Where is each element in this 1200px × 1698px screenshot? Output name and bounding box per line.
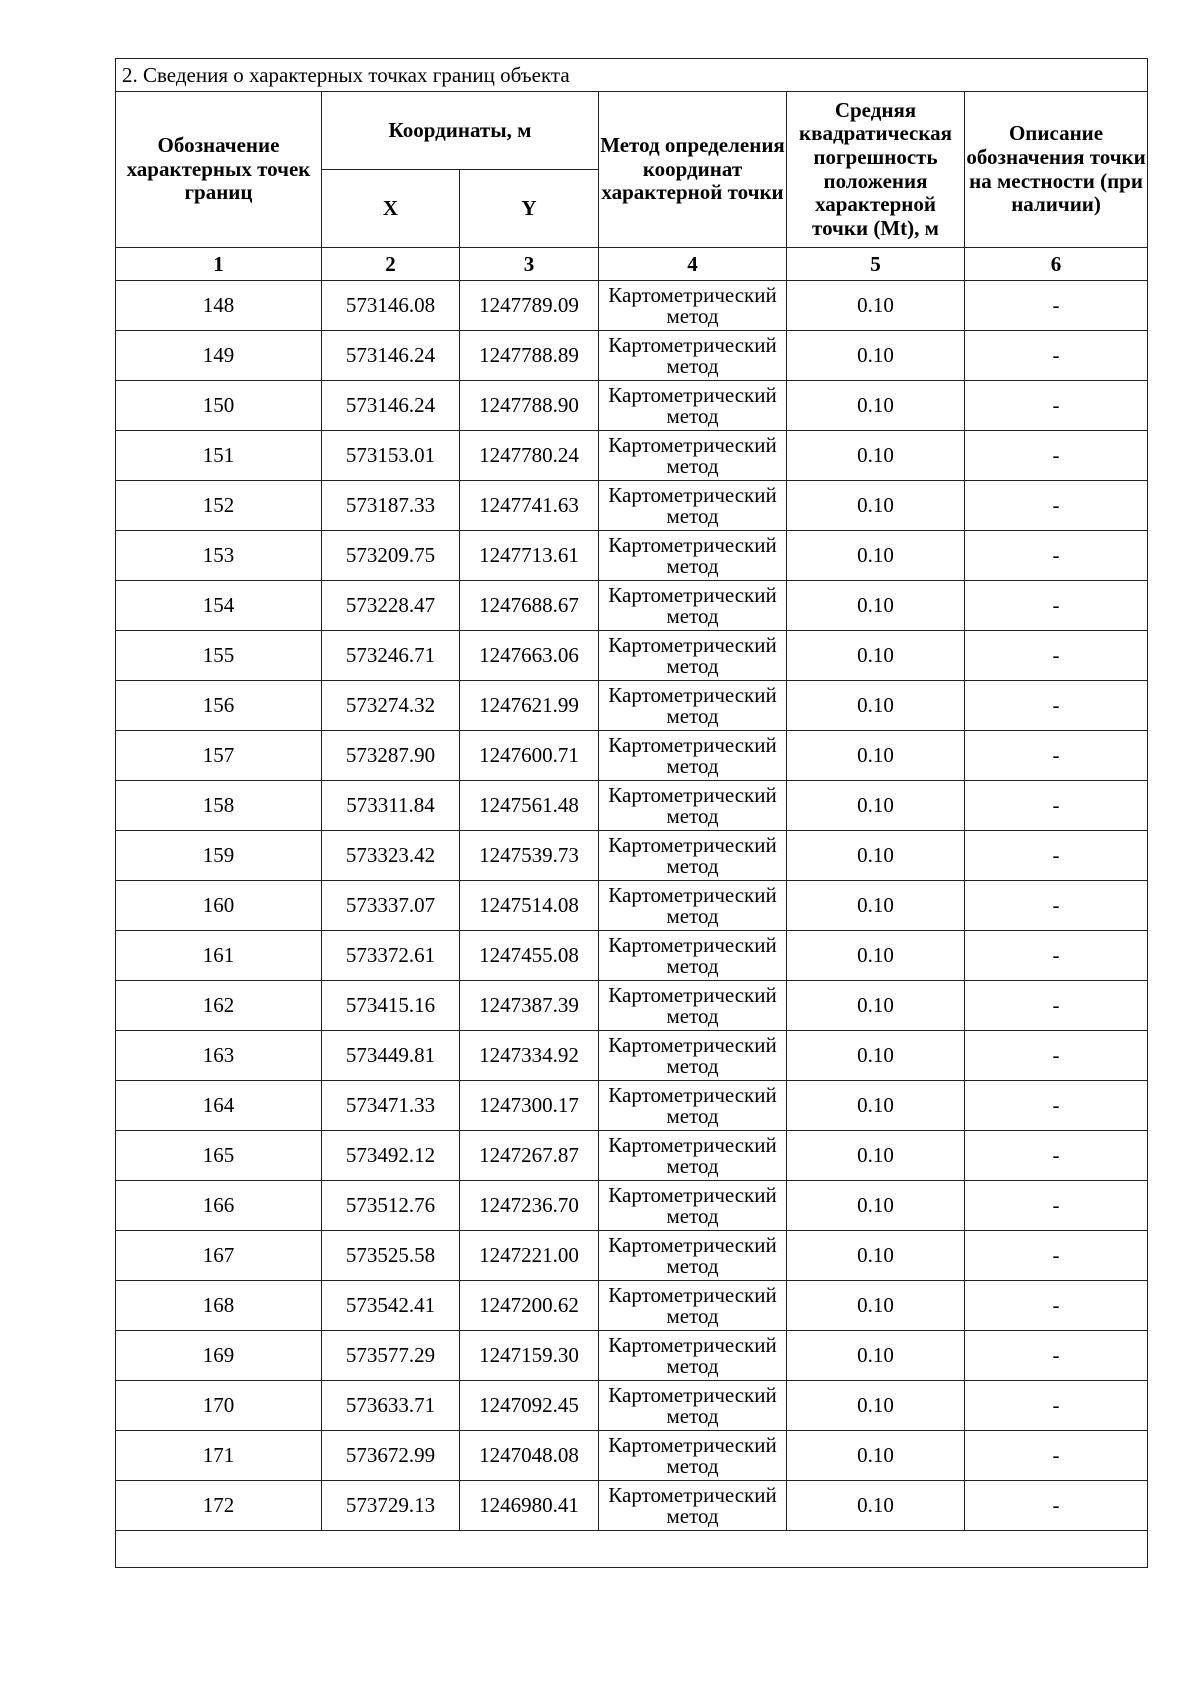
method-cell: Картометрический метод: [599, 1331, 787, 1381]
coordinate-y: 1247600.71: [460, 731, 599, 781]
point-designation: 165: [116, 1131, 322, 1181]
description-value: -: [965, 381, 1148, 431]
point-designation: 156: [116, 681, 322, 731]
description-value: -: [965, 931, 1148, 981]
error-value: 0.10: [787, 831, 965, 881]
coordinate-y: 1247455.08: [460, 931, 599, 981]
coordinate-y: 1247300.17: [460, 1081, 599, 1131]
table-row: [116, 1031, 1148, 1081]
boundary-points-table: [115, 58, 1148, 1568]
table-row: [116, 581, 1148, 631]
coordinate-y: 1247221.00: [460, 1231, 599, 1281]
method-cell: Картометрический метод: [599, 431, 787, 481]
coordinate-x: 573672.99: [322, 1431, 460, 1481]
header-y: Y: [460, 170, 599, 248]
coordinate-y: 1247200.62: [460, 1281, 599, 1331]
coordinate-y: 1247780.24: [460, 431, 599, 481]
description-value: -: [965, 781, 1148, 831]
method-cell: Картометрический метод: [599, 381, 787, 431]
error-value: 0.10: [787, 581, 965, 631]
point-designation: 164: [116, 1081, 322, 1131]
table-row: [116, 981, 1148, 1031]
error-value: 0.10: [787, 881, 965, 931]
method-cell: Картометрический метод: [599, 1281, 787, 1331]
description-value: -: [965, 331, 1148, 381]
column-numbers-row: [116, 248, 1148, 281]
description-value: -: [965, 481, 1148, 531]
method-cell: Картометрический метод: [599, 1381, 787, 1431]
coordinate-y: 1247621.99: [460, 681, 599, 731]
header-method: Метод определения координат характерной точки: [599, 92, 787, 248]
description-value: -: [965, 581, 1148, 631]
coordinate-x: 573187.33: [322, 481, 460, 531]
method-cell: Картометрический метод: [599, 581, 787, 631]
description-value: -: [965, 431, 1148, 481]
method-cell: Картометрический метод: [599, 1431, 787, 1481]
coordinate-y: 1247713.61: [460, 531, 599, 581]
point-designation: 170: [116, 1381, 322, 1431]
description-value: -: [965, 731, 1148, 781]
point-designation: 159: [116, 831, 322, 881]
point-designation: 169: [116, 1331, 322, 1381]
coordinate-y: 1247387.39: [460, 981, 599, 1031]
point-designation: 166: [116, 1181, 322, 1231]
error-value: 0.10: [787, 1331, 965, 1381]
point-designation: 171: [116, 1431, 322, 1481]
point-designation: 155: [116, 631, 322, 681]
coordinate-x: 573228.47: [322, 581, 460, 631]
point-designation: 162: [116, 981, 322, 1031]
error-value: 0.10: [787, 1381, 965, 1431]
coordinate-x: 573415.16: [322, 981, 460, 1031]
point-designation: 158: [116, 781, 322, 831]
table-row: [116, 781, 1148, 831]
point-designation: 151: [116, 431, 322, 481]
method-cell: Картометрический метод: [599, 831, 787, 881]
method-cell: Картометрический метод: [599, 1081, 787, 1131]
method-cell: Картометрический метод: [599, 1131, 787, 1181]
point-designation: 148: [116, 281, 322, 331]
coordinate-x: 573287.90: [322, 731, 460, 781]
description-value: -: [965, 1031, 1148, 1081]
description-value: -: [965, 1281, 1148, 1331]
table-row: [116, 1331, 1148, 1381]
error-value: 0.10: [787, 331, 965, 381]
coordinate-x: 573525.58: [322, 1231, 460, 1281]
error-value: 0.10: [787, 281, 965, 331]
table-row: [116, 1431, 1148, 1481]
error-value: 0.10: [787, 1431, 965, 1481]
coordinate-y: 1247267.87: [460, 1131, 599, 1181]
coordinate-x: 573512.76: [322, 1181, 460, 1231]
coordinate-y: 1247092.45: [460, 1381, 599, 1431]
table-row: [116, 1131, 1148, 1181]
error-value: 0.10: [787, 981, 965, 1031]
coordinate-x: 573633.71: [322, 1381, 460, 1431]
table-row: [116, 1181, 1148, 1231]
table-row: [116, 1481, 1148, 1531]
error-value: 0.10: [787, 431, 965, 481]
description-value: -: [965, 1381, 1148, 1431]
coordinate-x: 573577.29: [322, 1331, 460, 1381]
column-number: 3: [460, 248, 599, 281]
error-value: 0.10: [787, 731, 965, 781]
error-value: 0.10: [787, 631, 965, 681]
table-row: [116, 831, 1148, 881]
method-cell: Картометрический метод: [599, 331, 787, 381]
description-value: -: [965, 1431, 1148, 1481]
table-row: [116, 1281, 1148, 1331]
header-error: Средняя квадратическая погрешность положения характерной точки (Mt), м: [787, 92, 965, 248]
coordinate-x: 573311.84: [322, 781, 460, 831]
coordinate-y: 1247688.67: [460, 581, 599, 631]
description-value: -: [965, 1181, 1148, 1231]
column-number: 4: [599, 248, 787, 281]
coordinate-y: 1246980.41: [460, 1481, 599, 1531]
method-cell: Картометрический метод: [599, 1031, 787, 1081]
coordinate-x: 573542.41: [322, 1281, 460, 1331]
error-value: 0.10: [787, 681, 965, 731]
table-row: [116, 881, 1148, 931]
coordinate-x: 573274.32: [322, 681, 460, 731]
column-number: 1: [116, 248, 322, 281]
coordinate-x: 573449.81: [322, 1031, 460, 1081]
coordinate-x: 573153.01: [322, 431, 460, 481]
point-designation: 160: [116, 881, 322, 931]
method-cell: Картометрический метод: [599, 1181, 787, 1231]
empty-row: [116, 1531, 1148, 1568]
column-number: 5: [787, 248, 965, 281]
column-number: 6: [965, 248, 1148, 281]
description-value: -: [965, 831, 1148, 881]
error-value: 0.10: [787, 1081, 965, 1131]
table-row: [116, 931, 1148, 981]
method-cell: Картометрический метод: [599, 281, 787, 331]
method-cell: Картометрический метод: [599, 1231, 787, 1281]
method-cell: Картометрический метод: [599, 1481, 787, 1531]
table-row: [116, 1381, 1148, 1431]
error-value: 0.10: [787, 781, 965, 831]
method-cell: Картометрический метод: [599, 531, 787, 581]
point-designation: 167: [116, 1231, 322, 1281]
description-value: -: [965, 981, 1148, 1031]
method-cell: Картометрический метод: [599, 781, 787, 831]
table-row: [116, 1231, 1148, 1281]
coordinate-y: 1247048.08: [460, 1431, 599, 1481]
table-row: [116, 331, 1148, 381]
description-value: -: [965, 1331, 1148, 1381]
point-designation: 154: [116, 581, 322, 631]
section-title: 2. Сведения о характерных точках границ объекта: [116, 59, 1148, 92]
coordinate-y: 1247539.73: [460, 831, 599, 881]
method-cell: Картометрический метод: [599, 881, 787, 931]
coordinate-x: 573492.12: [322, 1131, 460, 1181]
empty-cell: [116, 1531, 1148, 1568]
point-designation: 161: [116, 931, 322, 981]
description-value: -: [965, 1081, 1148, 1131]
description-value: -: [965, 281, 1148, 331]
description-value: -: [965, 1131, 1148, 1181]
coordinate-x: 573209.75: [322, 531, 460, 581]
method-cell: Картометрический метод: [599, 481, 787, 531]
coordinate-y: 1247741.63: [460, 481, 599, 531]
table-row: [116, 281, 1148, 331]
description-value: -: [965, 881, 1148, 931]
coordinate-y: 1247788.89: [460, 331, 599, 381]
error-value: 0.10: [787, 381, 965, 431]
method-cell: Картометрический метод: [599, 631, 787, 681]
error-value: 0.10: [787, 1181, 965, 1231]
coordinate-x: 573729.13: [322, 1481, 460, 1531]
coordinate-x: 573246.71: [322, 631, 460, 681]
coordinate-x: 573323.42: [322, 831, 460, 881]
coordinate-y: 1247663.06: [460, 631, 599, 681]
coordinate-x: 573337.07: [322, 881, 460, 931]
method-cell: Картометрический метод: [599, 981, 787, 1031]
description-value: -: [965, 1481, 1148, 1531]
description-value: -: [965, 681, 1148, 731]
point-designation: 157: [116, 731, 322, 781]
point-designation: 150: [116, 381, 322, 431]
table-row: [116, 531, 1148, 581]
table-row: [116, 731, 1148, 781]
description-value: -: [965, 631, 1148, 681]
error-value: 0.10: [787, 1031, 965, 1081]
coordinate-x: 573146.08: [322, 281, 460, 331]
table-row: [116, 431, 1148, 481]
coordinate-y: 1247159.30: [460, 1331, 599, 1381]
error-value: 0.10: [787, 1131, 965, 1181]
table-row: [116, 681, 1148, 731]
error-value: 0.10: [787, 1281, 965, 1331]
coordinate-y: 1247236.70: [460, 1181, 599, 1231]
method-cell: Картометрический метод: [599, 681, 787, 731]
coordinate-x: 573471.33: [322, 1081, 460, 1131]
coordinate-y: 1247561.48: [460, 781, 599, 831]
point-designation: 153: [116, 531, 322, 581]
table-row: [116, 631, 1148, 681]
point-designation: 172: [116, 1481, 322, 1531]
error-value: 0.10: [787, 481, 965, 531]
coordinate-y: 1247514.08: [460, 881, 599, 931]
point-designation: 168: [116, 1281, 322, 1331]
coordinate-y: 1247789.09: [460, 281, 599, 331]
header-coordinates: Координаты, м: [322, 92, 599, 170]
coordinate-x: 573146.24: [322, 381, 460, 431]
error-value: 0.10: [787, 1231, 965, 1281]
coordinate-y: 1247788.90: [460, 381, 599, 431]
description-value: -: [965, 531, 1148, 581]
coordinate-x: 573372.61: [322, 931, 460, 981]
point-designation: 163: [116, 1031, 322, 1081]
table-row: [116, 1081, 1148, 1131]
table-row: [116, 381, 1148, 431]
point-designation: 149: [116, 331, 322, 381]
column-number: 2: [322, 248, 460, 281]
error-value: 0.10: [787, 1481, 965, 1531]
table-row: [116, 481, 1148, 531]
method-cell: Картометрический метод: [599, 731, 787, 781]
coordinate-x: 573146.24: [322, 331, 460, 381]
description-value: -: [965, 1231, 1148, 1281]
coordinate-y: 1247334.92: [460, 1031, 599, 1081]
error-value: 0.10: [787, 931, 965, 981]
header-x: X: [322, 170, 460, 248]
header-designation: Обозначение характерных точек границ: [116, 92, 322, 248]
header-description: Описание обозначения точки на местности (при наличии): [965, 92, 1148, 248]
point-designation: 152: [116, 481, 322, 531]
method-cell: Картометрический метод: [599, 931, 787, 981]
error-value: 0.10: [787, 531, 965, 581]
